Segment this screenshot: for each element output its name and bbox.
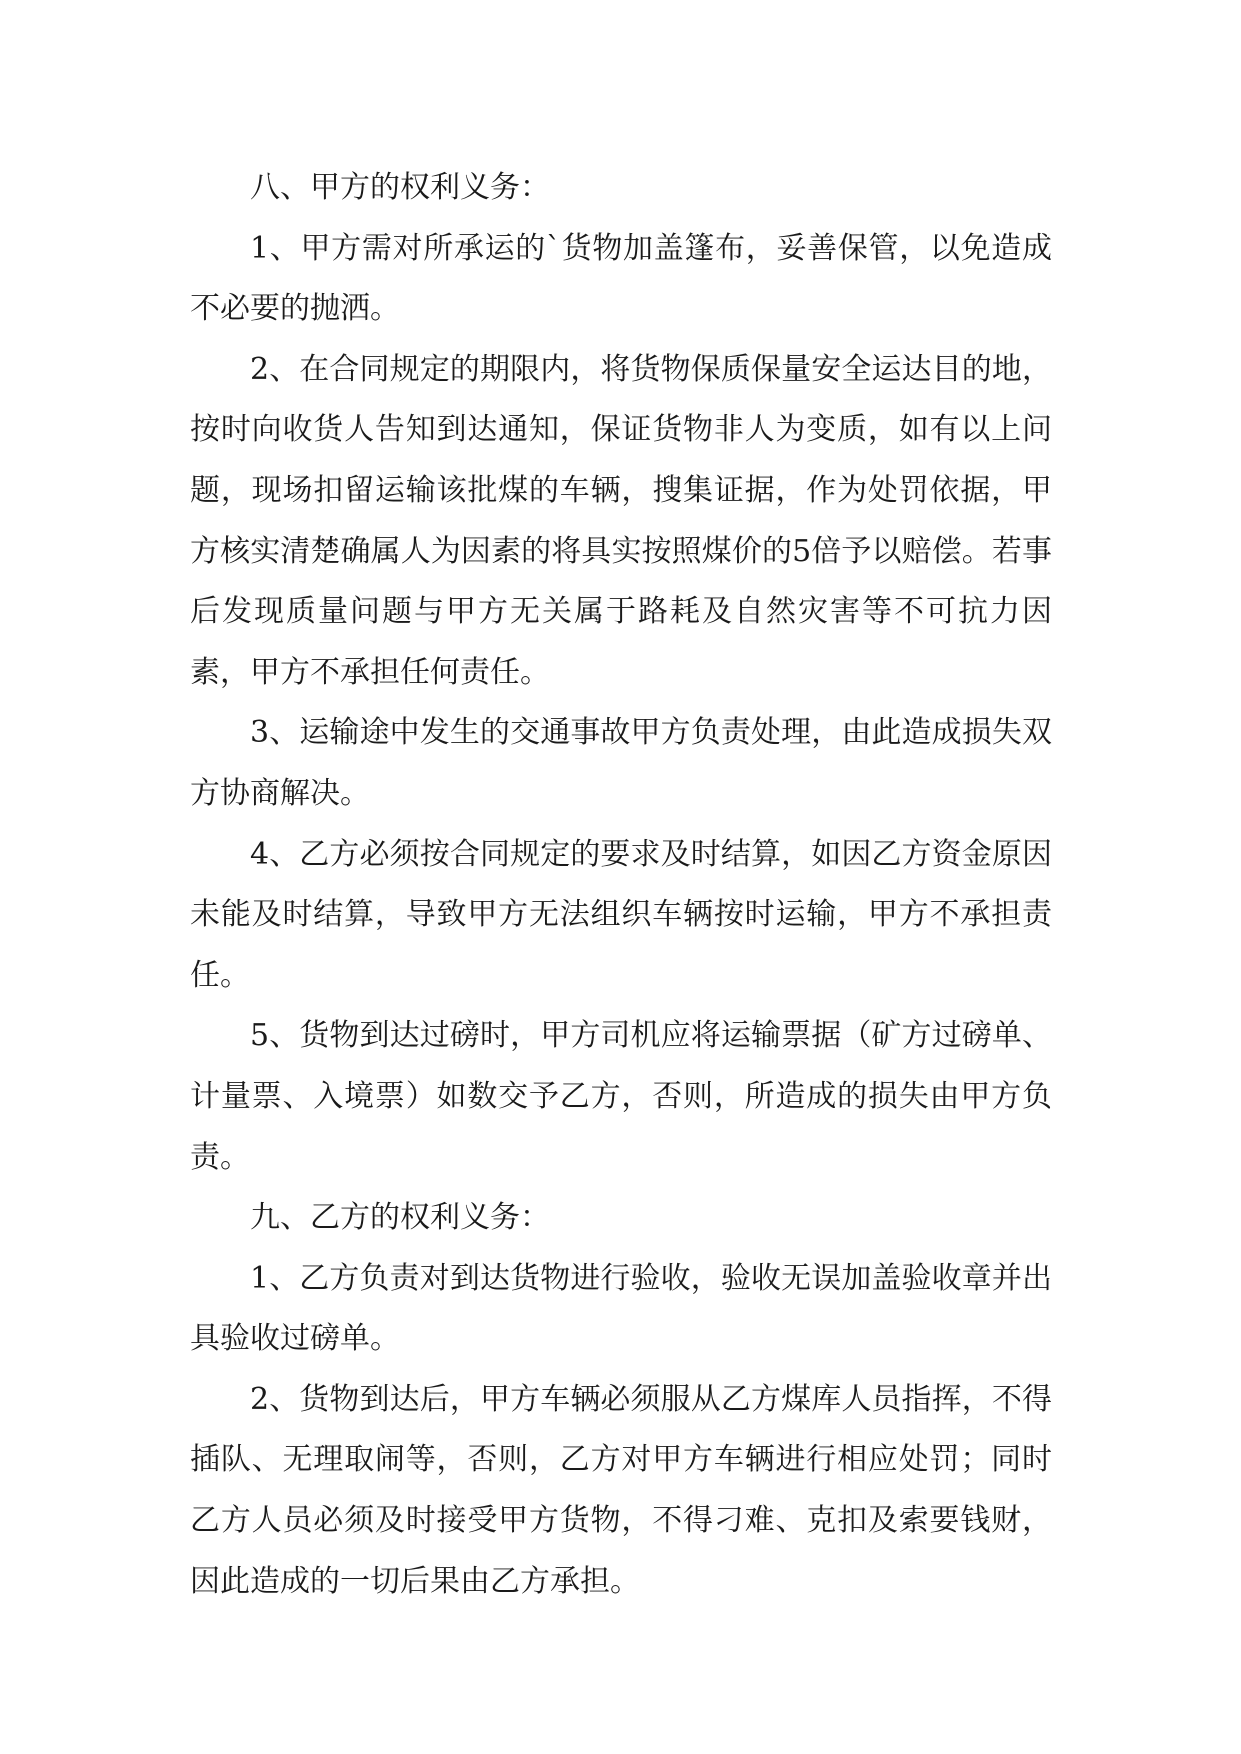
clause-a2: 2、在合同规定的期限内，将货物保质保量安全运达目的地，按时向收货人告知到达通知，保证货物非人为变质，如有以上问题，现场扣留运输该批煤的车辆，搜集证据，作为处罚依据，甲方核实清楚确属人为因素的将具实按照煤价的5倍予以赔偿。若事后发现质量问题与甲方无关属于路耗及自然灾害等不可抗力因素，甲方不承担任何责任。 <box>190 351 1052 690</box>
clause-b1: 1、乙方负责对到达货物进行验收，验收无误加盖验收章并出具验收过磅单。 <box>190 1260 1052 1357</box>
clause-a1: 1、甲方需对所承运的`货物加盖篷布，妥善保管，以免造成不必要的抛洒。 <box>190 230 1052 327</box>
section-heading-party-a: 八、甲方的权利义务： <box>250 170 550 205</box>
document-body <box>190 158 1052 1612</box>
section-heading-party-b: 九、乙方的权利义务： <box>250 1200 550 1236</box>
clause-a4: 4、乙方必须按合同规定的要求及时结算，如因乙方资金原因未能及时结算，导致甲方无法组织车辆按时运输，甲方不承担责任。 <box>190 836 1052 993</box>
clause-a3: 3、运输途中发生的交通事故甲方负责处理，由此造成损失双方协商解决。 <box>190 715 1052 811</box>
clause-a5: 5、货物到达过磅时，甲方司机应将运输票据（矿方过磅单、计量票、入境票）如数交予乙方，否则，所造成的损失由甲方负责。 <box>190 1018 1052 1175</box>
clause-b2: 2、货物到达后，甲方车辆必须服从乙方煤库人员指挥，不得插队、无理取闹等，否则，乙方对甲方车辆进行相应处罚；同时乙方人员必须及时接受甲方货物，不得刁难、克扣及索要钱财，因此造成的一切后果由乙方承担。 <box>190 1381 1052 1599</box>
